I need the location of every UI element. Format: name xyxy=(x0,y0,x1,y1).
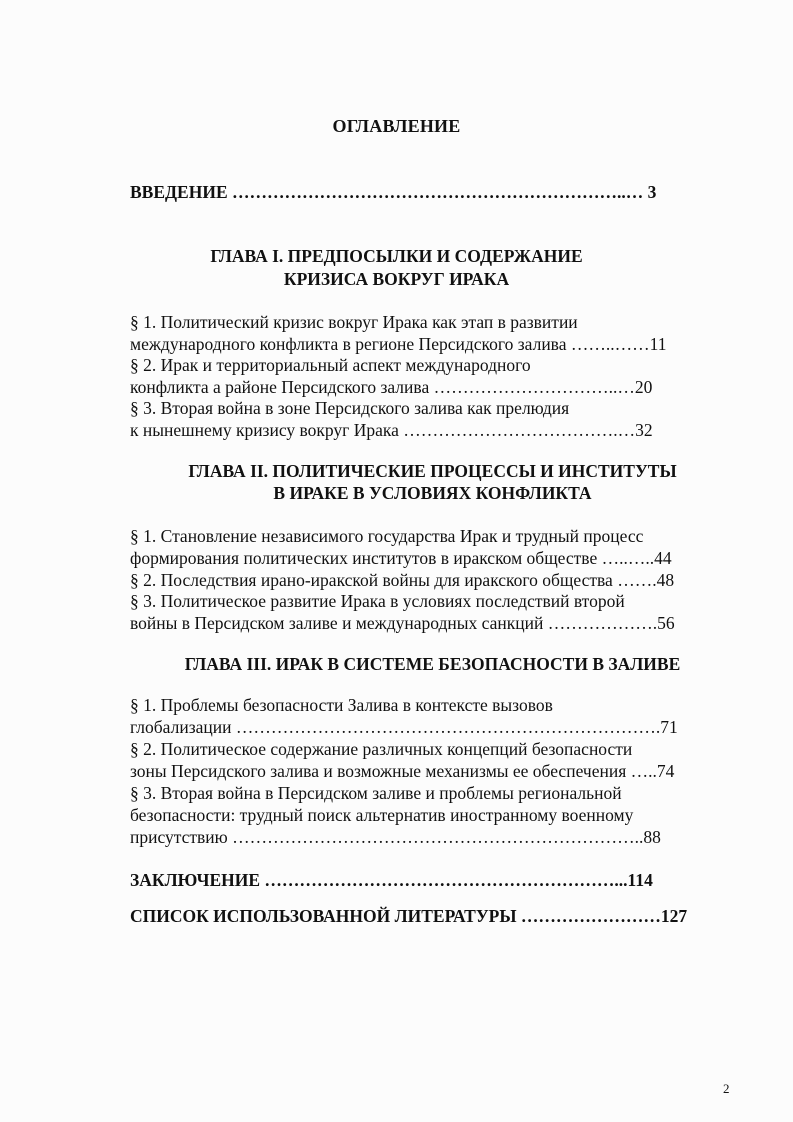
toc-line: безопасности: трудный поиск альтернатив иностранному военному xyxy=(130,805,634,825)
toc-line: войны в Персидском заливе и международных санкций ……………….56 xyxy=(130,613,675,633)
toc-line: к нынешнему кризису вокруг Ирака ……………………………….…32 xyxy=(130,420,653,440)
toc-line: § 3. Политическое развитие Ирака в условиях последствий второй xyxy=(130,591,625,611)
toc-line: § 1. Проблемы безопасности Залива в контексте вызовов xyxy=(130,695,553,715)
toc-line: § 1. Политический кризис вокруг Ирака как этап в развитии xyxy=(130,312,578,332)
chapter1-heading-line1: ГЛАВА I. ПРЕДПОСЫЛКИ И СОДЕРЖАНИЕ xyxy=(210,246,583,266)
page-number: 2 xyxy=(723,1081,730,1096)
toc-line: зоны Персидского залива и возможные механизмы ее обеспечения …..74 xyxy=(130,761,675,781)
toc-line: § 2. Последствия ирано-иракской войны для иракского общества …….48 xyxy=(130,570,675,590)
toc-line: формирования политических институтов в иракском обществе …..…..44 xyxy=(130,548,672,568)
chapter1-heading-line2: КРИЗИСА ВОКРУГ ИРАКА xyxy=(283,269,510,289)
chapter3-heading: ГЛАВА III. ИРАК В СИСТЕМЕ БЕЗОПАСНОСТИ В ЗАЛИВЕ xyxy=(184,654,681,674)
chapter2-heading-line2: В ИРАКЕ В УСЛОВИЯХ КОНФЛИКТА xyxy=(273,483,592,503)
toc-line: § 3. Вторая война в Персидском заливе и проблемы региональной xyxy=(130,783,622,803)
toc-line: § 1. Становление независимого государства Ирак и трудный процесс xyxy=(130,526,644,546)
toc-line: конфликта а районе Персидского залива …………………………..…20 xyxy=(130,377,653,397)
toc-entry-intro: ВВЕДЕНИЕ …………………………………………………………..… 3 xyxy=(130,182,657,202)
chapter2-heading-line1: ГЛАВА II. ПОЛИТИЧЕСКИЕ ПРОЦЕССЫ И ИНСТИТУТЫ xyxy=(188,461,677,481)
toc-line: § 2. Политическое содержание различных концепций безопасности xyxy=(130,739,633,759)
toc-line: § 2. Ирак и территориальный аспект международного xyxy=(130,355,531,375)
toc-line: присутствию ……………………………………………………………..88 xyxy=(130,827,661,847)
toc-line: глобализации ……………………………………………………………….71 xyxy=(130,717,678,737)
toc-line: международного конфликта в регионе Персидского залива ……..……11 xyxy=(130,334,667,354)
page-title: ОГЛАВЛЕНИЕ xyxy=(332,116,461,136)
toc-entry-conclusion: ЗАКЛЮЧЕНИЕ ……………………………………………………...114 xyxy=(130,870,653,890)
toc-line: § 3. Вторая война в зоне Персидского залива как прелюдия xyxy=(130,398,570,418)
toc-entry-literature: СПИСОК ИСПОЛЬЗОВАННОЙ ЛИТЕРАТУРЫ ……………………127 xyxy=(130,906,688,926)
